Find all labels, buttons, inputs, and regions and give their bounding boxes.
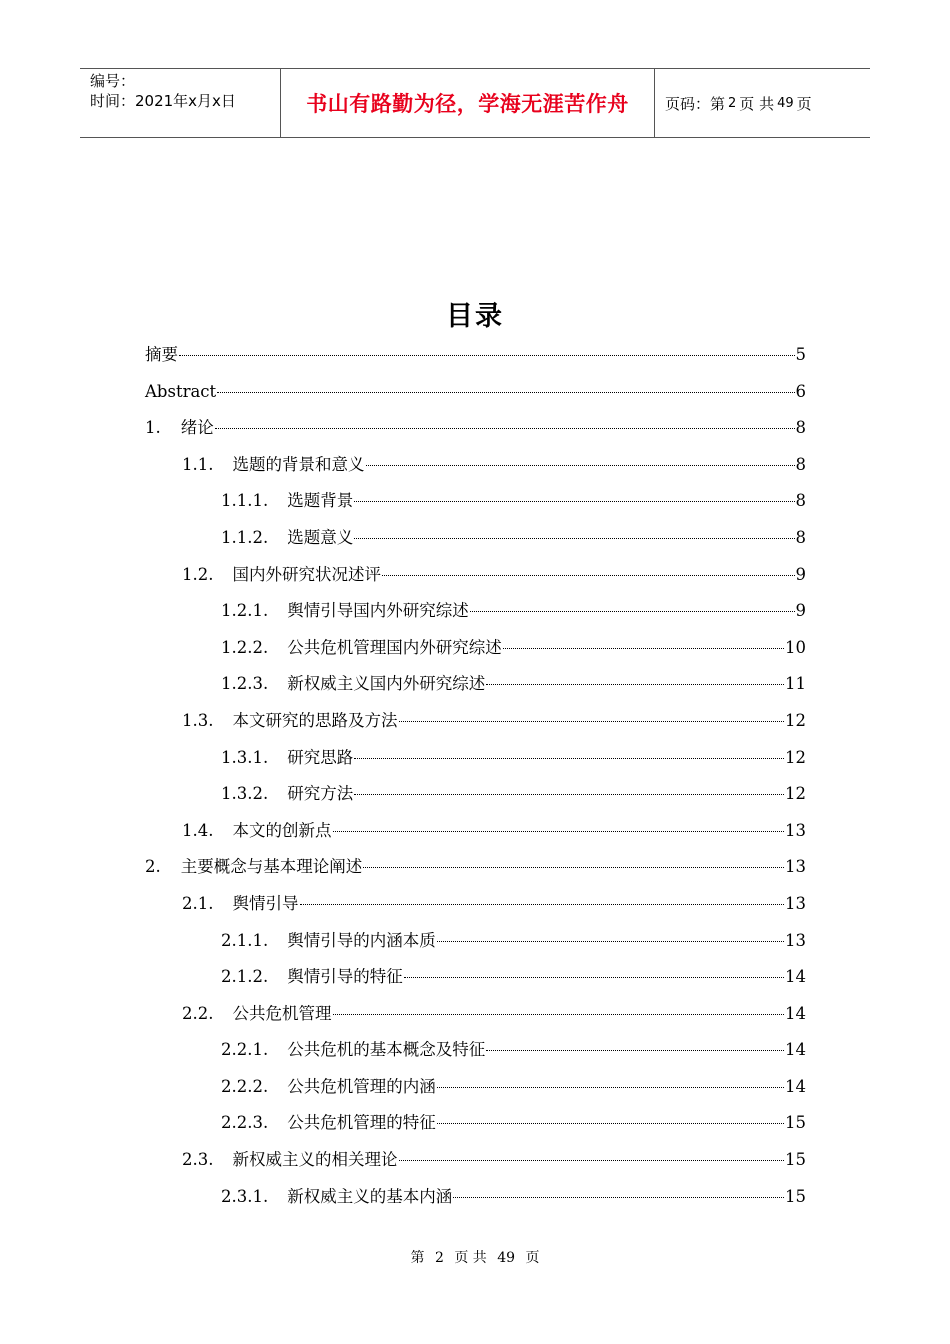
toc-entry-number: 1.3.1. xyxy=(221,747,269,767)
toc-entry-title: 摘要 xyxy=(145,345,178,364)
toc-entry-page: 15 xyxy=(785,1113,806,1133)
toc-entry-page: 6 xyxy=(795,381,806,401)
toc-entry-number: 1.2. xyxy=(182,564,214,584)
toc-entry-title: 新权威主义的基本内涵 xyxy=(287,1186,453,1206)
toc-entry-title: 绪论 xyxy=(180,418,214,438)
toc-entry[interactable] xyxy=(145,886,806,923)
toc-entry-number: 1.3. xyxy=(182,710,214,730)
toc-entry-title: 主要概念与基本理论阐述 xyxy=(180,857,363,877)
toc-dot-leader xyxy=(437,1123,784,1124)
toc-entry[interactable] xyxy=(145,1179,806,1216)
toc-entry-page: 14 xyxy=(785,1003,806,1023)
toc-entry-number: 1.2.2. xyxy=(221,637,269,657)
toc-entry-page: 13 xyxy=(785,820,806,840)
header-page-number: 2 xyxy=(728,95,737,111)
toc-entry-number: 1.2.3. xyxy=(221,674,269,694)
toc-entry-title: 公共危机的基本概念及特征 xyxy=(287,1040,486,1060)
toc-dot-leader xyxy=(453,1197,784,1198)
toc-entry-number: 1.1.1. xyxy=(221,491,269,511)
toc-entry-title: 本文研究的思路及方法 xyxy=(232,710,398,730)
header-time-label: 时间：2021年x月x日 xyxy=(90,92,236,110)
toc-entry-page: 8 xyxy=(795,454,806,474)
toc-entry-page: 9 xyxy=(795,601,806,621)
toc-entry-title: 舆情引导 xyxy=(232,893,299,913)
toc-entry-title: 选题背景 xyxy=(287,491,354,511)
toc-entry-title: 新权威主义国内外研究综述 xyxy=(287,674,486,694)
toc-entry[interactable] xyxy=(145,996,806,1033)
toc-entry-number: 2. xyxy=(145,857,161,877)
toc-entry[interactable] xyxy=(145,483,806,520)
toc-entry[interactable] xyxy=(145,557,806,594)
header-id-label: 编号： xyxy=(90,72,136,90)
toc-entry[interactable] xyxy=(145,703,806,740)
toc-entry[interactable] xyxy=(145,447,806,484)
toc-entry-page: 10 xyxy=(785,637,806,657)
footer-prefix: 第 xyxy=(410,1250,425,1266)
toc-dot-leader xyxy=(215,428,795,429)
toc-entry[interactable] xyxy=(145,813,806,850)
toc-dot-leader xyxy=(363,867,784,868)
toc-entry-number: 1.1. xyxy=(182,454,214,474)
toc-entry-number: 1.3.2. xyxy=(221,784,269,804)
toc-dot-leader xyxy=(354,794,784,795)
toc-entry[interactable] xyxy=(145,337,806,374)
toc-entry-title: 选题意义 xyxy=(287,527,354,547)
toc-entry-number: 2.3.1. xyxy=(221,1186,269,1206)
toc-entry-number: 2.2.2. xyxy=(221,1076,269,1096)
toc-entry-title: 新权威主义的相关理论 xyxy=(232,1150,398,1170)
header-page-mid: 页 共 xyxy=(739,94,775,113)
toc-entry-page: 8 xyxy=(795,418,806,438)
toc-entry[interactable] xyxy=(145,923,806,960)
toc-entry-page: 8 xyxy=(795,527,806,547)
toc-dot-leader xyxy=(486,684,784,685)
toc-entry[interactable] xyxy=(145,740,806,777)
toc-dot-leader xyxy=(404,977,784,978)
toc-entry[interactable] xyxy=(145,1142,806,1179)
toc-entry-page: 12 xyxy=(785,747,806,767)
toc-entry-number: 2.1.1. xyxy=(221,930,269,950)
header-page-prefix: 页码：第 xyxy=(665,94,726,113)
toc-entry[interactable] xyxy=(145,520,806,557)
toc-dot-leader xyxy=(333,1014,785,1015)
header-motto: 书山有路勤为径，学海无涯苦作舟 xyxy=(281,69,655,137)
toc-entry-page: 8 xyxy=(795,491,806,511)
toc-entry-number: 1. xyxy=(145,418,161,438)
toc-entry[interactable] xyxy=(145,1032,806,1069)
toc-entry-page: 14 xyxy=(785,967,806,987)
footer-page-number: 2 xyxy=(434,1250,444,1266)
toc-entry-page: 5 xyxy=(795,345,806,364)
toc-dot-leader xyxy=(354,758,784,759)
toc-entry[interactable] xyxy=(145,410,806,447)
page-footer xyxy=(0,1247,950,1267)
toc-entry[interactable] xyxy=(145,849,806,886)
toc-entry-title: 舆情引导的特征 xyxy=(287,967,403,987)
toc-entry[interactable] xyxy=(145,374,806,411)
toc-entry-page: 13 xyxy=(785,930,806,950)
toc-entry-title: 研究思路 xyxy=(287,747,354,767)
toc-entry-page: 13 xyxy=(785,893,806,913)
toc-entry-page: 14 xyxy=(785,1040,806,1060)
toc-dot-leader xyxy=(354,501,794,502)
page-header xyxy=(80,68,870,138)
toc-entry-title: 舆情引导国内外研究综述 xyxy=(287,601,469,621)
toc-dot-leader xyxy=(437,1087,784,1088)
toc-dot-leader xyxy=(399,721,785,722)
toc-dot-leader xyxy=(300,904,785,905)
toc-dot-leader xyxy=(399,1160,785,1161)
toc-entry-number: 2.2.1. xyxy=(221,1040,269,1060)
toc-entry-title: 选题的背景和意义 xyxy=(232,454,365,474)
toc-entry[interactable] xyxy=(145,1069,806,1106)
toc-dot-leader xyxy=(354,538,794,539)
header-page-suffix: 页 xyxy=(796,94,812,113)
header-page-info xyxy=(655,69,870,137)
toc-title: 目录 xyxy=(446,301,504,332)
toc-dot-leader xyxy=(333,831,785,832)
toc-entry[interactable] xyxy=(145,630,806,667)
toc-entry-title: 公共危机管理 xyxy=(232,1003,332,1023)
toc-entry-title: 公共危机管理国内外研究综述 xyxy=(287,637,502,657)
toc-entry-number: 1.1.2. xyxy=(221,527,269,547)
toc-entry-title: Abstract xyxy=(145,381,217,401)
toc-entry-number: 2.1.2. xyxy=(221,967,269,987)
toc-entry-title: 国内外研究状况述评 xyxy=(232,564,381,584)
footer-suffix: 页 xyxy=(525,1250,540,1266)
toc-entry-page: 11 xyxy=(785,674,806,694)
toc-dot-leader xyxy=(366,465,795,466)
toc-entry-number: 1.2.1. xyxy=(221,601,269,621)
toc-entry-page: 13 xyxy=(785,857,806,877)
toc-entry-page: 14 xyxy=(785,1076,806,1096)
toc-dot-leader xyxy=(486,1050,784,1051)
footer-page-total: 49 xyxy=(497,1250,516,1266)
footer-mid: 页 共 xyxy=(454,1250,487,1266)
toc-entry-title: 舆情引导的内涵本质 xyxy=(287,930,436,950)
toc-entry-number: 2.1. xyxy=(182,893,214,913)
toc-entry-number: 1.4. xyxy=(182,820,214,840)
toc-entry-title: 公共危机管理的特征 xyxy=(287,1113,436,1133)
toc-entry-title: 研究方法 xyxy=(287,784,354,804)
toc-entry-title: 本文的创新点 xyxy=(232,820,332,840)
toc-dot-leader xyxy=(382,575,795,576)
toc-entry-page: 12 xyxy=(785,784,806,804)
toc-entry-page: 15 xyxy=(785,1150,806,1170)
toc-dot-leader xyxy=(179,355,795,356)
toc-entry[interactable] xyxy=(145,959,806,996)
toc-entry[interactable] xyxy=(145,776,806,813)
header-meta xyxy=(80,69,281,137)
toc-entry-page: 9 xyxy=(795,564,806,584)
toc-entry[interactable] xyxy=(145,593,806,630)
toc-dot-leader xyxy=(217,392,794,393)
toc-entry-number: 2.2.3. xyxy=(221,1113,269,1133)
toc-dot-leader xyxy=(503,648,784,649)
toc-entry[interactable] xyxy=(145,1105,806,1142)
toc-entry-page: 15 xyxy=(785,1186,806,1206)
toc-dot-leader xyxy=(437,941,784,942)
toc-entry-number: 2.2. xyxy=(182,1003,214,1023)
table-of-contents xyxy=(145,337,806,1215)
toc-entry[interactable] xyxy=(145,666,806,703)
toc-entry-page: 12 xyxy=(785,710,806,730)
toc-entry-number: 2.3. xyxy=(182,1150,214,1170)
header-page-total: 49 xyxy=(777,95,794,111)
toc-dot-leader xyxy=(470,611,795,612)
toc-entry-title: 公共危机管理的内涵 xyxy=(287,1076,436,1096)
